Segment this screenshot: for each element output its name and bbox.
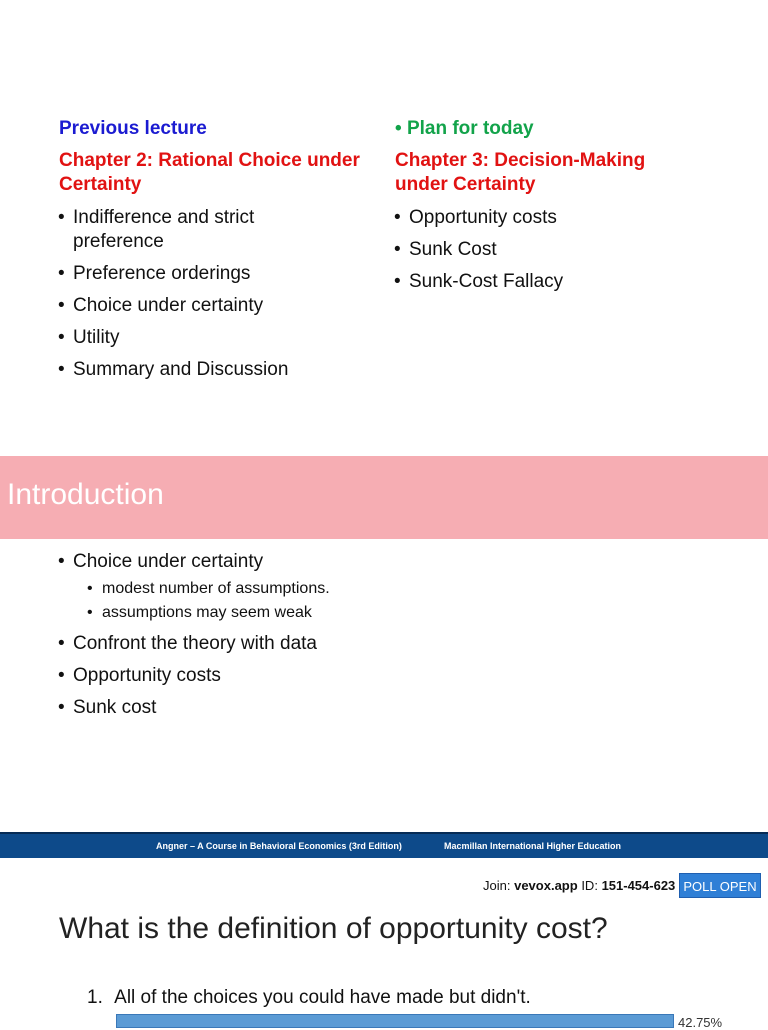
chapter3-title-line1: Chapter 3: Decision-Making	[395, 150, 646, 171]
poll-open-button[interactable]: POLL OPEN	[679, 873, 761, 898]
list-item: • Sunk cost	[58, 696, 558, 720]
introduction-list	[58, 550, 558, 574]
footer-left-text: Angner – A Course in Behavioral Economics (3rd Edition)	[156, 841, 402, 851]
plan-list	[394, 206, 734, 294]
result-bar	[116, 1014, 674, 1028]
poll-option-1[interactable]	[87, 987, 531, 1009]
list-item: • modest number of assumptions.	[87, 578, 487, 600]
list-item: • Choice under certainty	[58, 294, 358, 318]
list-item: • Summary and Discussion	[58, 358, 358, 382]
plan-for-today-heading: • Plan for today	[395, 118, 534, 139]
session-id: 151-454-623	[601, 878, 676, 893]
chapter3-title	[395, 149, 645, 197]
previous-lecture-list	[58, 206, 358, 382]
list-item: • Sunk Cost	[394, 238, 734, 262]
chapter2-title-line2: Certainty	[59, 174, 142, 195]
list-item: • Utility	[58, 326, 358, 350]
list-item: • Opportunity costs	[58, 664, 558, 688]
chapter2-title	[59, 149, 360, 197]
option-text: All of the choices you could have made but didn't.	[114, 987, 531, 1008]
footer-right-text: Macmillan International Higher Education	[444, 841, 622, 851]
join-site: vevox.app	[514, 878, 578, 893]
poll-question: What is the definition of opportunity cost?	[59, 912, 608, 945]
result-percent: 42.75%	[678, 1015, 723, 1030]
introduction-sublist	[87, 578, 487, 624]
list-item: • Choice under certainty	[58, 550, 558, 574]
chapter2-title-line1: Chapter 2: Rational Choice under	[59, 150, 360, 171]
list-item: • Confront the theory with data	[58, 632, 558, 656]
list-item: • Preference orderings	[58, 262, 358, 286]
introduction-list-cont	[58, 632, 558, 720]
list-item: • Opportunity costs	[394, 206, 734, 230]
join-info: Join: vevox.app ID: 151-454-623	[483, 878, 676, 893]
slide-title: Introduction	[7, 478, 164, 511]
list-item: • Indifference and strict preference	[58, 206, 358, 254]
option-number: 1.	[87, 987, 103, 1008]
previous-lecture-heading: Previous lecture	[59, 118, 207, 139]
list-item: • assumptions may seem weak	[87, 602, 487, 624]
list-item: • Sunk-Cost Fallacy	[394, 270, 734, 294]
chapter3-title-line2: under Certainty	[395, 174, 536, 195]
introduction-banner	[0, 456, 768, 539]
slide-footer	[0, 832, 768, 858]
